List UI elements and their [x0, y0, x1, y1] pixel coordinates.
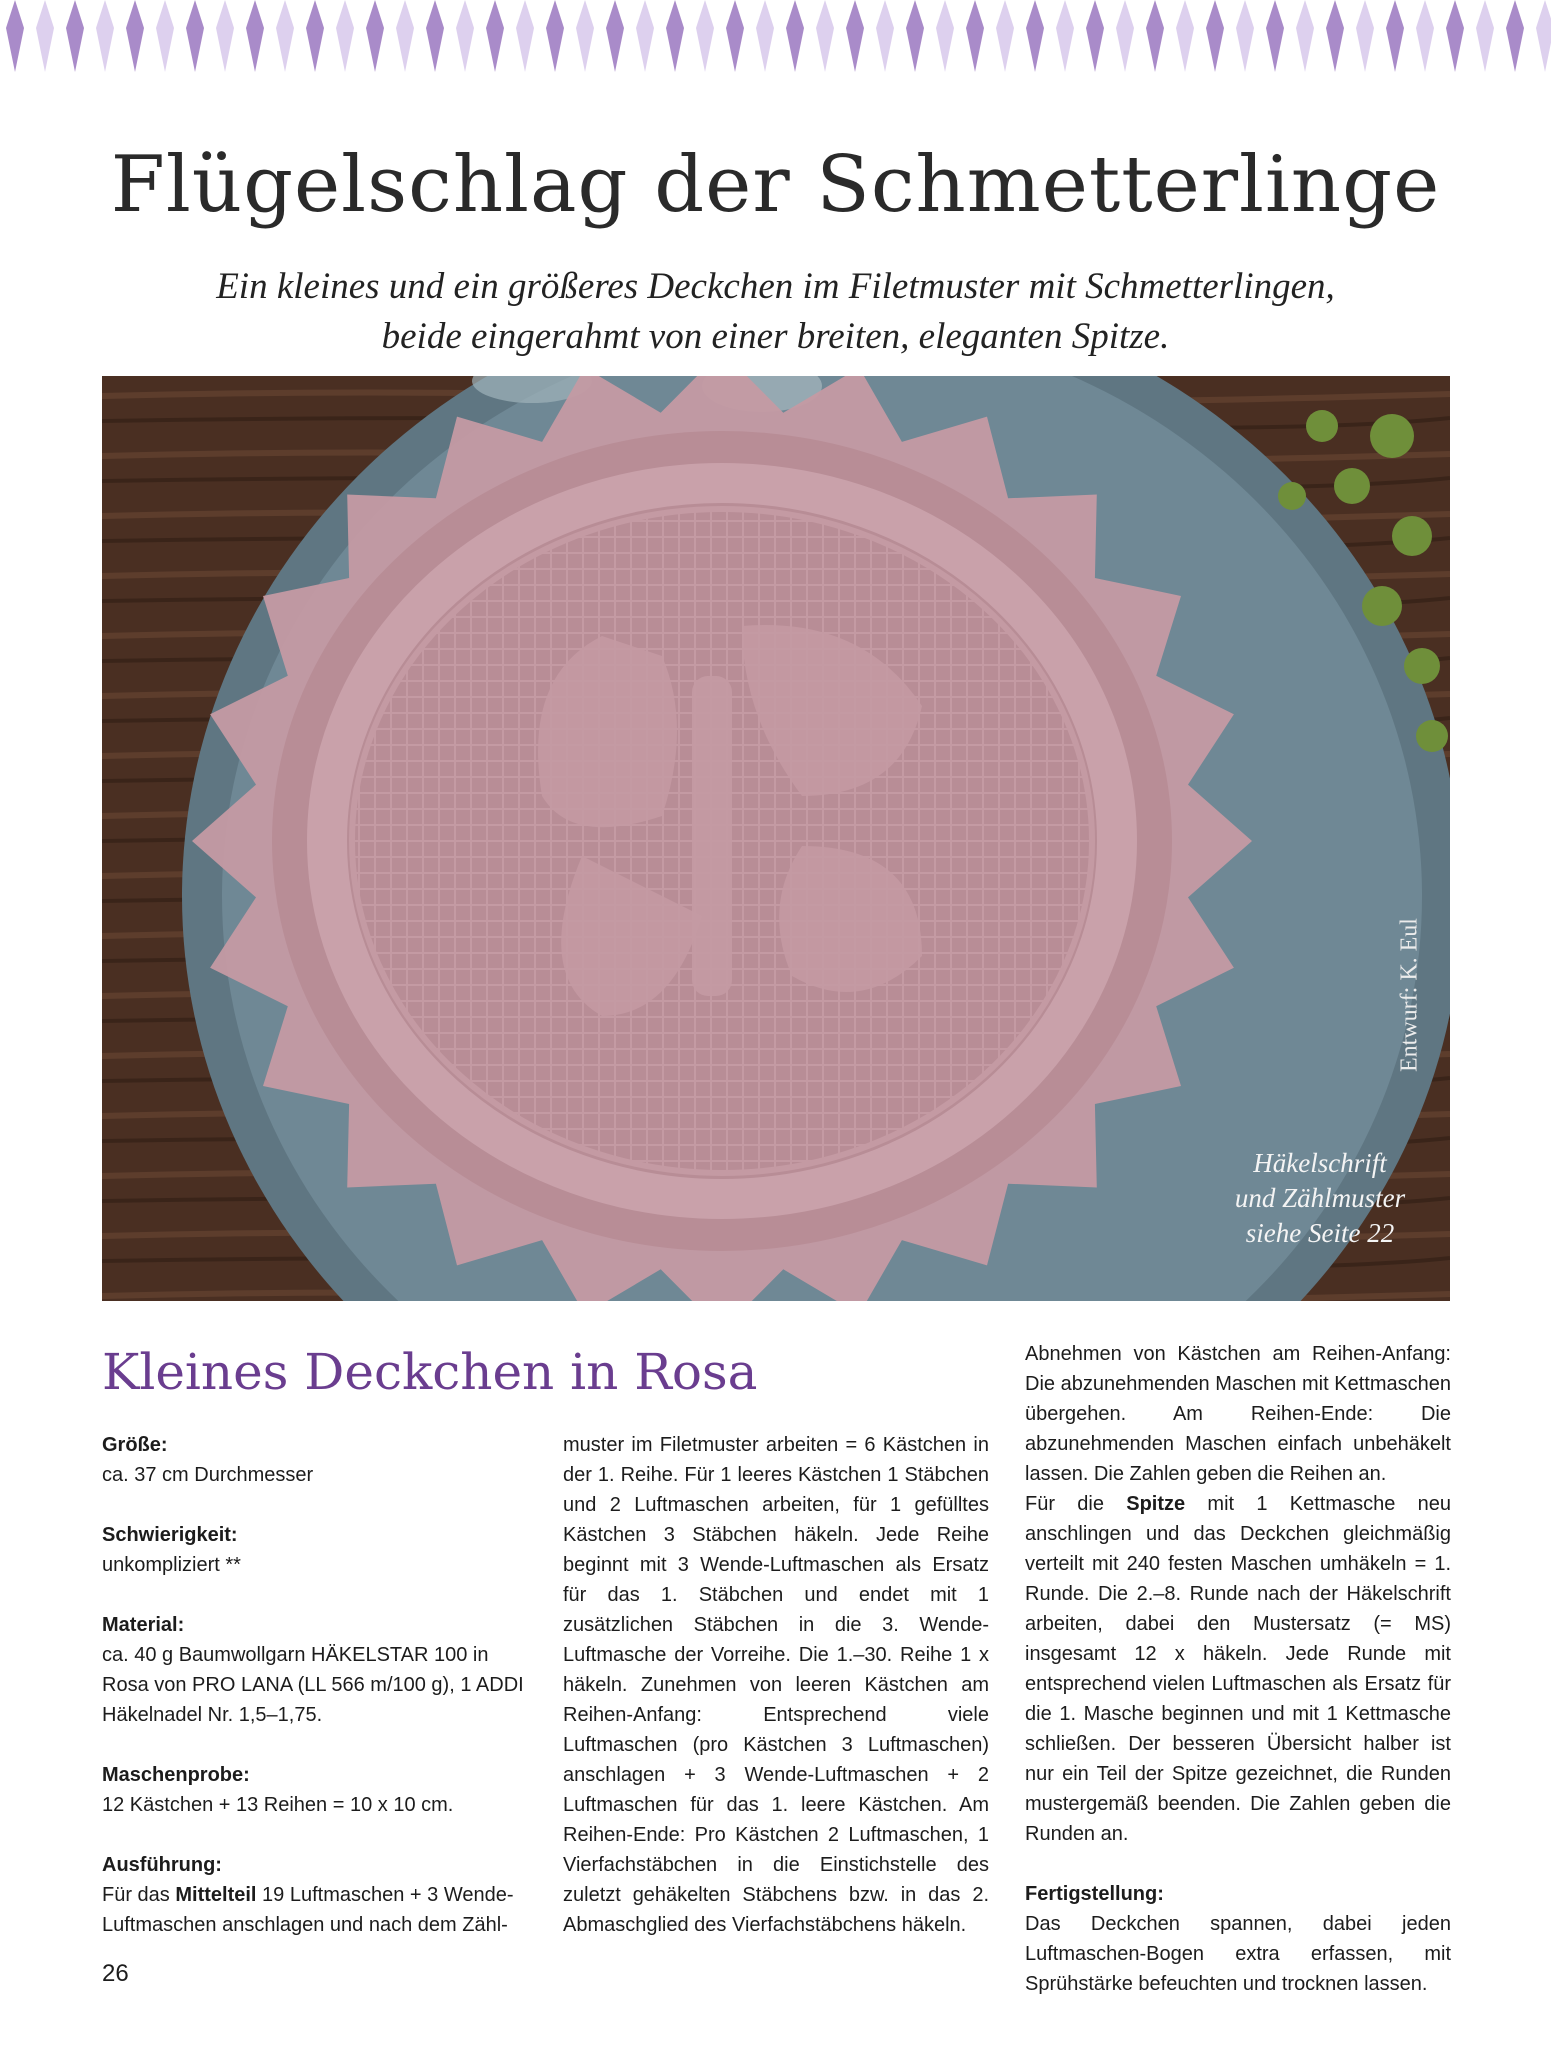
size-block: Größe: ca. 37 cm Durchmesser: [102, 1434, 314, 1486]
border-diamond: [816, 0, 834, 72]
decorative-diamond-border: [0, 0, 1551, 78]
page-subtitle: [0, 262, 1551, 362]
border-diamond: [576, 0, 594, 72]
border-diamond: [606, 0, 624, 72]
border-diamond: [756, 0, 774, 72]
column-3: [1025, 1339, 1451, 1999]
border-diamond: [1356, 0, 1374, 72]
gauge-block: Maschenprobe: 12 Kästchen + 13 Reihen = 10 x 10 cm.: [102, 1764, 454, 1816]
border-diamond: [1176, 0, 1194, 72]
border-diamond: [666, 0, 684, 72]
execution-block: Ausführung: Für das Mittelteil 19 Luftmaschen + 3 Wende-Luftmaschen anschlagen und nach dem Zähl-: [102, 1854, 514, 1936]
border-diamond: [906, 0, 924, 72]
border-diamond: [486, 0, 504, 72]
border-diamond: [1026, 0, 1044, 72]
subtitle-line-2: beide eingerahmt von einer breiten, eleganten Spitze.: [381, 316, 1170, 357]
border-diamond: [96, 0, 114, 72]
border-diamond: [1236, 0, 1254, 72]
border-diamond: [36, 0, 54, 72]
material-block: Material: ca. 40 g Baumwollgarn HÄKELSTAR 100 in Rosa von PRO LANA (LL 566 m/100 g), 1 ADDI Häkelnadel Nr. 1,5–1,75.: [102, 1614, 524, 1726]
border-diamond: [66, 0, 84, 72]
page-title: Flügelschlag der Schmetterlinge: [110, 140, 1441, 230]
border-diamond: [516, 0, 534, 72]
border-diamond: [216, 0, 234, 72]
border-diamond: [996, 0, 1014, 72]
border-diamond: [936, 0, 954, 72]
border-diamond: [1416, 0, 1434, 72]
border-diamond: [1146, 0, 1164, 72]
border-diamond: [846, 0, 864, 72]
finishing-text: Das Deckchen spannen, dabei jeden Luftmaschen-Bogen extra erfassen, mit Sprühstärke befeuchten und trocknen lassen.: [1025, 1913, 1451, 1995]
border-diamond: [396, 0, 414, 72]
border-diamond: [1056, 0, 1074, 72]
section-title: Kleines Deckchen in Rosa: [102, 1343, 758, 1401]
border-diamond: [456, 0, 474, 72]
border-diamond: [1086, 0, 1104, 72]
border-diamond: [1296, 0, 1314, 72]
page-number: 26: [102, 1960, 129, 1987]
design-credit: Entwurf: K. Eul: [1396, 918, 1423, 1072]
border-diamond: [246, 0, 264, 72]
column-2-text: muster im Filetmuster arbeiten = 6 Kästchen in der 1. Reihe. Für 1 leeres Kästchen 1 Stäbchen und 2 Luftmaschen arbeiten, für 1 gefülltes Kästchen 3 Stäbchen häkeln. Jede Reihe beginnt mit 3 Wende-Luftmaschen als Ersatz für das 1. Stäbchen und endet mit 1 zusätzlichen Stäbchen in die 3. Wende-Luftmasche der Vorreihe. Die 1.–30. Reihe 1 x häkeln. Zunehmen von leeren Kästchen am Reihen-Anfang: Entsprechend viele Luftmaschen (pro Kästchen 3 Luftmaschen) anschlagen + 3 Wende-Luftmaschen + 2 Luftmaschen für das 1. leere Kästchen. Am Reihen-Ende: Pro Kästchen 2 Luftmaschen, 1 Vierfachstäbchen in die Einstichstelle des zuletzt gehäkelten Stäbchens bzw. in das 2. Abmaschglied des Vierfachstäbchens häkeln.: [563, 1434, 989, 1936]
border-diamond: [696, 0, 714, 72]
note-line-1: Häkelschrift: [1253, 1148, 1387, 1178]
subtitle-line-1: Ein kleines und ein größeres Deckchen im Filetmuster mit Schmetterlingen,: [216, 266, 1335, 307]
border-diamond: [1266, 0, 1284, 72]
border-diamond: [156, 0, 174, 72]
border-diamond: [336, 0, 354, 72]
border-diamond: [1326, 0, 1344, 72]
border-diamond: [1446, 0, 1464, 72]
border-diamond: [876, 0, 894, 72]
column-1: [102, 1430, 532, 1970]
note-line-2: und Zählmuster: [1234, 1183, 1406, 1213]
border-diamond: [186, 0, 204, 72]
border-diamond: [426, 0, 444, 72]
border-diamond: [1116, 0, 1134, 72]
difficulty-block: Schwierigkeit: unkompliziert **: [102, 1524, 241, 1576]
border-diamond: [786, 0, 804, 72]
border-diamond: [726, 0, 744, 72]
border-diamond: [306, 0, 324, 72]
border-diamond: [276, 0, 294, 72]
note-line-3: siehe Seite 22: [1245, 1218, 1395, 1248]
border-diamond: [1506, 0, 1524, 72]
lace-edge-text: Für die Spitze mit 1 Kettmasche neu anschlingen und das Deckchen gleichmäßig verteilt mit 240 festen Maschen umhäkeln = 1. Runde. Die 2.–8. Runde nach der Häkelschrift arbeiten, dabei den Mustersatz (= MS) insgesamt 12 x häkeln. Jede Runde mit entsprechend vielen Luftmaschen als Ersatz für die 1. Masche beginnen und mit 1 Kettmasche schließen. Der besseren Übersicht halber ist nur ein Teil der Spitze gezeichnet, die Runden mustergemäß beenden. Die Zahlen geben die Runden an.: [1025, 1493, 1452, 1845]
border-diamond: [6, 0, 24, 72]
pattern-reference-note: [1205, 1146, 1435, 1251]
column-2: [563, 1430, 989, 1940]
border-diamond: [1536, 0, 1551, 72]
border-diamond: [1206, 0, 1224, 72]
border-diamond: [126, 0, 144, 72]
border-diamond: [1476, 0, 1494, 72]
border-diamond: [966, 0, 984, 72]
border-diamond: [366, 0, 384, 72]
border-diamond: [1386, 0, 1404, 72]
decrease-text: Abnehmen von Kästchen am Reihen-Anfang: Die abzunehmenden Maschen mit Kettmaschen übergehen. Am Reihen-Ende: Die abzunehmenden Maschen einfach unbehäkelt lassen. Die Zahlen geben die Reihen an.: [1025, 1343, 1451, 1485]
finishing-label: Fertigstellung:: [1025, 1883, 1164, 1905]
border-diamond: [546, 0, 564, 72]
border-diamond: [636, 0, 654, 72]
